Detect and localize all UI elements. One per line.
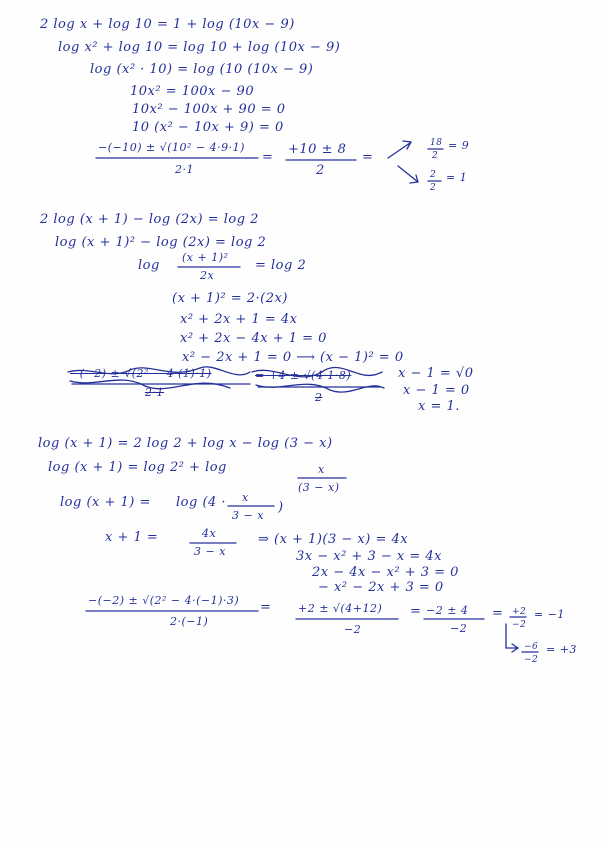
p3-line-4-rhs: ⇒ (x + 1)(3 − x) = 4x bbox=[258, 532, 409, 547]
p3-line-4-denominator: 3 − x bbox=[194, 545, 226, 558]
p2-line-2: log (x + 1)² − log (2x) = log 2 bbox=[55, 235, 267, 250]
p3-line-3-numerator: x bbox=[242, 491, 249, 504]
p2-line-4: (x + 1)² = 2·(2x) bbox=[172, 291, 288, 306]
p3-line-3-log: log (4 · bbox=[176, 495, 227, 510]
p1-line-3: log (x² · 10) = log (10 (10x − 9) bbox=[90, 62, 314, 77]
p3-fraction5-denominator: −2 bbox=[524, 655, 539, 665]
p3-fraction4-value: = −1 bbox=[534, 608, 565, 621]
p3-equals-2: = bbox=[410, 604, 422, 619]
p3-line-4: x + 1 = bbox=[105, 530, 159, 545]
p1-line-6: 10 (x² − 10x + 9) = 0 bbox=[132, 120, 284, 135]
p1-equals-2: = bbox=[362, 150, 374, 165]
p3-line-2: log (x + 1) = log 2² + log bbox=[48, 460, 227, 475]
p3-line-6: 2x − 4x − x² + 3 = 0 bbox=[312, 565, 459, 580]
p2-line-5: x² + 2x + 1 = 4x bbox=[180, 312, 298, 327]
p3-fraction4-numerator: +2 bbox=[512, 607, 527, 617]
p2-struck-fraction-denominator: 2 bbox=[315, 391, 323, 404]
p1-equals: = bbox=[262, 150, 274, 165]
p2-result-2: x − 1 = 0 bbox=[403, 383, 470, 398]
p3-fraction4-denominator: −2 bbox=[512, 620, 527, 630]
p3-line-2-denominator: (3 − x) bbox=[298, 481, 340, 494]
p1-line-1: 2 log x + log 10 = 1 + log (10x − 9) bbox=[40, 17, 295, 32]
p1-line-2: log x² + log 10 = log 10 + log (10x − 9) bbox=[58, 40, 341, 55]
p1-fraction-numerator: −(−10) ± √(10² − 4·9·1) bbox=[98, 141, 245, 154]
p1-branch-up-arrow bbox=[388, 141, 411, 158]
p1-root2-value: = 1 bbox=[446, 171, 468, 184]
p3-line-7: − x² − 2x + 3 = 0 bbox=[318, 580, 444, 595]
p1-root2-numerator: 2 bbox=[430, 170, 437, 180]
p2-fraction-denominator: 2x bbox=[200, 269, 215, 282]
p2-line-6: x² + 2x − 4x + 1 = 0 bbox=[180, 331, 327, 346]
p1-line-4: 10x² = 100x − 90 bbox=[130, 84, 255, 99]
p1-branch-down-arrow bbox=[398, 166, 418, 183]
p1-root2-denominator: 2 bbox=[430, 183, 437, 193]
p2-line-3-rhs: = log 2 bbox=[255, 258, 307, 273]
p2-log-label: log bbox=[138, 258, 160, 273]
p1-fraction2-denominator: 2 bbox=[316, 163, 325, 178]
p3-line-3-paren: ) bbox=[278, 500, 284, 515]
p3-line-5: 3x − x² + 3 − x = 4x bbox=[296, 549, 442, 564]
p1-fraction-denominator: 2·1 bbox=[175, 163, 194, 176]
p3-line-1: log (x + 1) = 2 log 2 + log x − log (3 − x) bbox=[38, 436, 333, 451]
p3-line-3-denominator: 3 − x bbox=[232, 509, 264, 522]
p2-result-1: x − 1 = √0 bbox=[398, 366, 474, 381]
p1-root1-denominator: 2 bbox=[432, 151, 439, 161]
p3-fraction3-numerator: −2 ± 4 bbox=[426, 604, 469, 617]
p3-line-2-numerator: x bbox=[318, 463, 325, 476]
p3-fraction5-value: = +3 bbox=[546, 643, 577, 656]
p1-root1-value: = 9 bbox=[448, 139, 470, 152]
p2-struck-numerator: −(−2) ± √(2² − 4·(1)·1) bbox=[70, 367, 212, 380]
p3-equals-1: = bbox=[260, 600, 272, 615]
p3-fraction2-numerator: +2 ± √(4+12) bbox=[298, 602, 383, 615]
p3-fraction1-numerator: −(−2) ± √(2² − 4·(−1)·3) bbox=[88, 594, 240, 607]
p3-fraction1-denominator: 2·(−1) bbox=[170, 615, 209, 628]
p3-fraction5-numerator: −6 bbox=[524, 642, 539, 652]
p3-line-3: log (x + 1) = bbox=[60, 495, 151, 510]
p1-fraction2-numerator: +10 ± 8 bbox=[288, 142, 347, 157]
p3-fraction2-denominator: −2 bbox=[344, 623, 362, 636]
p1-root1-numerator: 18 bbox=[430, 138, 443, 148]
p3-line-4-numerator: 4x bbox=[202, 527, 217, 540]
p2-struck-denominator: 2·1 bbox=[145, 386, 164, 399]
p2-line-7: x² − 2x + 1 = 0 ⟶ (x − 1)² = 0 bbox=[182, 350, 404, 365]
p2-fraction-numerator: (x + 1)² bbox=[182, 251, 229, 264]
p3-fraction3-denominator: −2 bbox=[450, 622, 468, 635]
p3-equals-3: = bbox=[492, 606, 504, 621]
p1-line-5: 10x² − 100x + 90 = 0 bbox=[132, 102, 286, 117]
p2-line-1: 2 log (x + 1) − log (2x) = log 2 bbox=[40, 212, 259, 227]
p2-result-3: x = 1. bbox=[418, 399, 460, 414]
p2-struck-fraction: = +4 ± √(4·1·8) bbox=[255, 369, 352, 382]
